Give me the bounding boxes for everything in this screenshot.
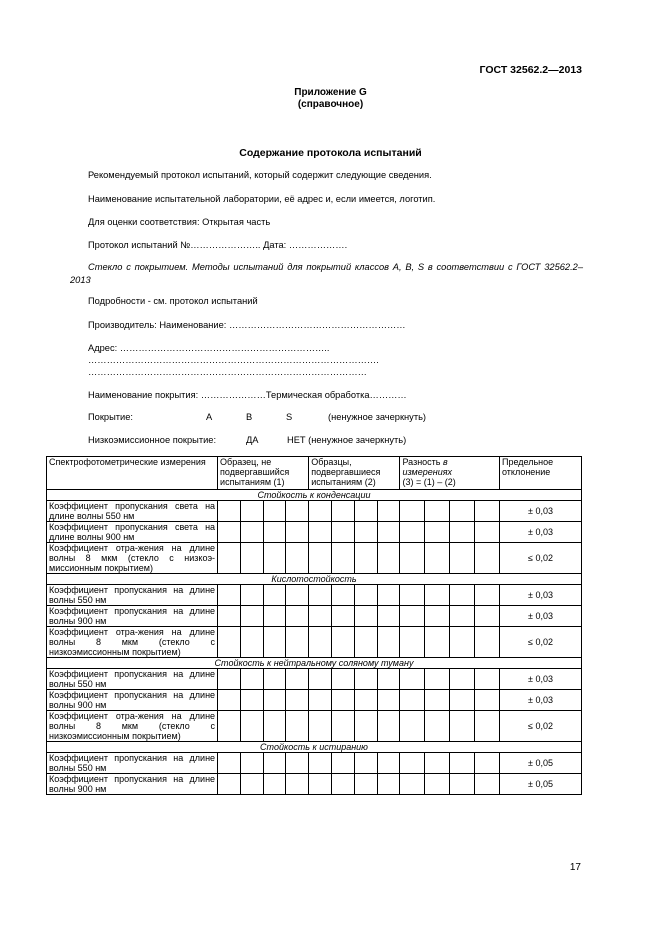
value-cell bbox=[332, 543, 355, 574]
value-cell bbox=[309, 606, 332, 627]
header-tolerance: Предельное отклонение bbox=[500, 457, 582, 490]
value-cell bbox=[400, 522, 425, 543]
value-cell bbox=[425, 543, 450, 574]
value-cell bbox=[377, 627, 400, 658]
value-cell bbox=[309, 585, 332, 606]
value-cell bbox=[218, 606, 241, 627]
value-cell bbox=[240, 501, 263, 522]
coating-option-s: S bbox=[286, 412, 293, 422]
header-untested-sample: Образец, не подвергавшийся испытаниям (1) bbox=[218, 457, 309, 490]
value-cell bbox=[286, 627, 309, 658]
value-cell bbox=[425, 585, 450, 606]
value-cell bbox=[286, 501, 309, 522]
section-title-cell: Кислотостойкость bbox=[47, 574, 582, 585]
value-cell bbox=[263, 606, 286, 627]
value-cell bbox=[240, 522, 263, 543]
value-cell bbox=[332, 585, 355, 606]
value-cell bbox=[218, 522, 241, 543]
tolerance-cell: ± 0,05 bbox=[500, 753, 582, 774]
value-cell bbox=[450, 606, 475, 627]
value-cell bbox=[240, 606, 263, 627]
value-cell bbox=[377, 690, 400, 711]
value-cell bbox=[263, 585, 286, 606]
value-cell bbox=[309, 501, 332, 522]
value-cell bbox=[332, 753, 355, 774]
value-cell bbox=[263, 627, 286, 658]
header-difference bbox=[400, 457, 500, 490]
paragraph-address-3: ……………………………………………………………………………… bbox=[88, 367, 367, 377]
value-cell bbox=[240, 543, 263, 574]
value-cell bbox=[450, 690, 475, 711]
value-cell bbox=[263, 543, 286, 574]
value-cell bbox=[354, 501, 377, 522]
parameter-cell: Коэффициент пропускания на длине волны 550 нм bbox=[47, 585, 218, 606]
value-cell bbox=[240, 753, 263, 774]
value-cell bbox=[400, 627, 425, 658]
value-cell bbox=[309, 774, 332, 795]
table-row bbox=[47, 669, 582, 690]
value-cell bbox=[354, 606, 377, 627]
value-cell bbox=[475, 774, 500, 795]
table-row bbox=[47, 711, 582, 742]
value-cell bbox=[475, 669, 500, 690]
parameter-cell: Коэффициент пропускания на длине волны 900 нм bbox=[47, 690, 218, 711]
value-cell bbox=[450, 774, 475, 795]
value-cell bbox=[475, 753, 500, 774]
value-cell bbox=[354, 543, 377, 574]
parameter-cell: Коэффициент пропускания на длине волны 550 нм bbox=[47, 753, 218, 774]
value-cell bbox=[286, 585, 309, 606]
paragraph-standard: Стекло с покрытием. Методы испытаний для покрытий классов A, B, S в соответствии с ГОСТ 32562.2–2013 bbox=[70, 262, 583, 285]
value-cell bbox=[425, 774, 450, 795]
value-cell bbox=[475, 627, 500, 658]
value-cell bbox=[354, 753, 377, 774]
annex-title: Приложение G bbox=[294, 87, 367, 98]
tolerance-cell: ± 0,03 bbox=[500, 585, 582, 606]
results-table bbox=[46, 456, 582, 795]
value-cell bbox=[309, 522, 332, 543]
coating-option-b: В bbox=[246, 412, 253, 422]
value-cell bbox=[354, 585, 377, 606]
value-cell bbox=[400, 585, 425, 606]
value-cell bbox=[425, 627, 450, 658]
value-cell bbox=[263, 522, 286, 543]
value-cell bbox=[332, 501, 355, 522]
value-cell bbox=[425, 522, 450, 543]
coating-label: Покрытие: bbox=[88, 412, 133, 422]
value-cell bbox=[286, 606, 309, 627]
value-cell bbox=[332, 627, 355, 658]
value-cell bbox=[309, 753, 332, 774]
value-cell bbox=[332, 711, 355, 742]
value-cell bbox=[263, 501, 286, 522]
value-cell bbox=[240, 711, 263, 742]
value-cell bbox=[286, 753, 309, 774]
value-cell bbox=[263, 753, 286, 774]
parameter-cell: Коэффициент отра-жения на длине волны 8 мкм (стекло с низкоэ-миссионным покрытием) bbox=[47, 543, 218, 574]
table-body bbox=[47, 490, 582, 795]
paragraph-address-2: …………………………………………………………………………………. bbox=[88, 355, 379, 365]
table-section-row bbox=[47, 658, 582, 669]
table-row bbox=[47, 627, 582, 658]
value-cell bbox=[377, 669, 400, 690]
paragraph-details: Подробности - см. протокол испытаний bbox=[88, 296, 258, 306]
paragraph-coating-name: Наименование покрытия: …………………Термическая обработка………… bbox=[88, 390, 407, 400]
parameter-cell: Коэффициент пропускания на длине волны 900 нм bbox=[47, 606, 218, 627]
tolerance-cell: ± 0,03 bbox=[500, 669, 582, 690]
value-cell bbox=[218, 753, 241, 774]
parameter-cell: Коэффициент пропускания света на длине волны 900 нм bbox=[47, 522, 218, 543]
annex-heading bbox=[0, 87, 661, 111]
value-cell bbox=[400, 774, 425, 795]
parameter-cell: Коэффициент пропускания на длине волны 900 нм bbox=[47, 774, 218, 795]
value-cell bbox=[400, 690, 425, 711]
table-header-row bbox=[47, 457, 582, 490]
annex-subtitle: (справочное) bbox=[297, 99, 364, 110]
value-cell bbox=[263, 774, 286, 795]
table-row bbox=[47, 774, 582, 795]
value-cell bbox=[240, 627, 263, 658]
value-cell bbox=[309, 627, 332, 658]
value-cell bbox=[425, 606, 450, 627]
value-cell bbox=[475, 543, 500, 574]
value-cell bbox=[475, 522, 500, 543]
value-cell bbox=[309, 543, 332, 574]
table-row bbox=[47, 543, 582, 574]
header-difference-a: Разность bbox=[402, 457, 443, 467]
parameter-cell: Коэффициент отра-жения на длине волны 8 мкм (стекло с низкоэмиссионным покрытием) bbox=[47, 711, 218, 742]
value-cell bbox=[400, 501, 425, 522]
value-cell bbox=[425, 711, 450, 742]
tolerance-cell: ± 0,05 bbox=[500, 774, 582, 795]
value-cell bbox=[286, 711, 309, 742]
table-row bbox=[47, 585, 582, 606]
lowe-option-yes: ДА bbox=[246, 435, 259, 445]
value-cell bbox=[354, 627, 377, 658]
value-cell bbox=[332, 522, 355, 543]
value-cell bbox=[425, 753, 450, 774]
value-cell bbox=[286, 543, 309, 574]
value-cell bbox=[218, 669, 241, 690]
value-cell bbox=[475, 585, 500, 606]
value-cell bbox=[475, 690, 500, 711]
value-cell bbox=[450, 711, 475, 742]
section-title-cell: Стойкость к истиранию bbox=[47, 742, 582, 753]
table-row bbox=[47, 501, 582, 522]
table-row bbox=[47, 753, 582, 774]
value-cell bbox=[377, 543, 400, 574]
value-cell bbox=[286, 774, 309, 795]
value-cell bbox=[354, 522, 377, 543]
tolerance-cell: ≤ 0,02 bbox=[500, 711, 582, 742]
value-cell bbox=[286, 669, 309, 690]
value-cell bbox=[450, 543, 475, 574]
value-cell bbox=[354, 711, 377, 742]
section-title: Содержание протокола испытаний bbox=[239, 147, 422, 159]
parameter-cell: Коэффициент пропускания на длине волны 550 нм bbox=[47, 669, 218, 690]
value-cell bbox=[377, 753, 400, 774]
section-title-cell: Стойкость к нейтральному соляному туману bbox=[47, 658, 582, 669]
value-cell bbox=[218, 543, 241, 574]
tolerance-cell: ± 0,03 bbox=[500, 501, 582, 522]
value-cell bbox=[309, 711, 332, 742]
value-cell bbox=[377, 606, 400, 627]
value-cell bbox=[354, 690, 377, 711]
header-difference-c: (3) = (1) – (2) bbox=[402, 477, 456, 487]
value-cell bbox=[240, 774, 263, 795]
value-cell bbox=[286, 690, 309, 711]
table-section-row bbox=[47, 490, 582, 501]
value-cell bbox=[218, 501, 241, 522]
value-cell bbox=[377, 711, 400, 742]
document-header: ГОСТ 32562.2—2013 bbox=[479, 64, 582, 76]
tolerance-cell: ≤ 0,02 bbox=[500, 627, 582, 658]
value-cell bbox=[377, 501, 400, 522]
value-cell bbox=[425, 690, 450, 711]
value-cell bbox=[425, 669, 450, 690]
value-cell bbox=[354, 669, 377, 690]
page-number: 17 bbox=[569, 862, 581, 873]
value-cell bbox=[354, 774, 377, 795]
value-cell bbox=[263, 690, 286, 711]
value-cell bbox=[450, 585, 475, 606]
value-cell bbox=[400, 669, 425, 690]
value-cell bbox=[400, 543, 425, 574]
header-measurements: Спектрофотометрические измерения bbox=[47, 457, 218, 490]
value-cell bbox=[450, 753, 475, 774]
table-row bbox=[47, 690, 582, 711]
value-cell bbox=[450, 627, 475, 658]
value-cell bbox=[309, 690, 332, 711]
value-cell bbox=[309, 669, 332, 690]
value-cell bbox=[218, 627, 241, 658]
value-cell bbox=[425, 501, 450, 522]
table-row bbox=[47, 522, 582, 543]
value-cell bbox=[377, 585, 400, 606]
tolerance-cell: ± 0,03 bbox=[500, 522, 582, 543]
value-cell bbox=[263, 669, 286, 690]
value-cell bbox=[475, 711, 500, 742]
paragraph-address-1: Адрес: ………………………………………………………….. bbox=[88, 343, 330, 353]
value-cell bbox=[240, 669, 263, 690]
value-cell bbox=[240, 690, 263, 711]
section-title-cell: Стойкость к конденсации bbox=[47, 490, 582, 501]
parameter-cell: Коэффициент пропускания света на длине волны 550 нм bbox=[47, 501, 218, 522]
value-cell bbox=[218, 711, 241, 742]
value-cell bbox=[377, 774, 400, 795]
value-cell bbox=[475, 606, 500, 627]
value-cell bbox=[263, 711, 286, 742]
paragraph-intro: Рекомендуемый протокол испытаний, который содержит следующие сведения. bbox=[88, 170, 432, 180]
coating-note: (ненужное зачеркнуть) bbox=[328, 412, 427, 422]
value-cell bbox=[377, 522, 400, 543]
table-section-row bbox=[47, 574, 582, 585]
value-cell bbox=[475, 501, 500, 522]
value-cell bbox=[400, 711, 425, 742]
value-cell bbox=[218, 585, 241, 606]
value-cell bbox=[400, 606, 425, 627]
paragraph-lab: Наименование испытательной лаборатории, её адрес и, если имеется, логотип. bbox=[88, 194, 436, 204]
value-cell bbox=[332, 669, 355, 690]
value-cell bbox=[218, 690, 241, 711]
tolerance-cell: ± 0,03 bbox=[500, 606, 582, 627]
value-cell bbox=[218, 774, 241, 795]
value-cell bbox=[450, 522, 475, 543]
tolerance-cell: ± 0,03 bbox=[500, 690, 582, 711]
paragraph-manufacturer: Производитель: Наименование: ………………………………………………… bbox=[88, 320, 406, 330]
lowe-option-no: НЕТ (ненужное зачеркнуть) bbox=[287, 435, 407, 445]
parameter-cell: Коэффициент отра-жения на длине волны 8 мкм (стекло с низкоэмиссионным покрытием) bbox=[47, 627, 218, 658]
lowe-label: Низкоэмиссионное покрытие: bbox=[88, 435, 217, 445]
value-cell bbox=[450, 669, 475, 690]
table-section-row bbox=[47, 742, 582, 753]
paragraph-protocol: Протокол испытаний №………………….. Дата: ………………. bbox=[88, 240, 348, 250]
table-row bbox=[47, 606, 582, 627]
header-tested-samples: Образцы, подвергавшиеся испытаниям (2) bbox=[309, 457, 400, 490]
tolerance-cell: ≤ 0,02 bbox=[500, 543, 582, 574]
value-cell bbox=[332, 606, 355, 627]
header-difference-b: в измерениях bbox=[402, 457, 453, 477]
value-cell bbox=[400, 753, 425, 774]
value-cell bbox=[332, 774, 355, 795]
value-cell bbox=[240, 585, 263, 606]
value-cell bbox=[286, 522, 309, 543]
value-cell bbox=[332, 690, 355, 711]
value-cell bbox=[450, 501, 475, 522]
paragraph-conformity: Для оценки соответствия: Открытая часть bbox=[88, 217, 271, 227]
coating-option-a: А bbox=[206, 412, 213, 422]
